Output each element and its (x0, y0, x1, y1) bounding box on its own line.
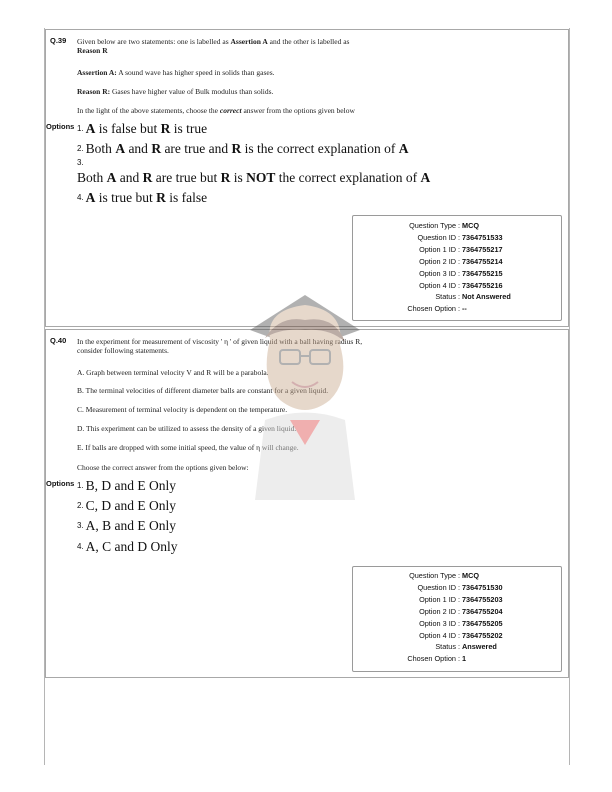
chosen-option-row: Chosen Option : -- (407, 304, 467, 314)
question-type-row: Question Type : MCQ (409, 571, 480, 580)
option-3[interactable]: 3. A, B and E Only (77, 518, 177, 533)
question-instruction: Choose the correct answer from the options given below: (77, 463, 249, 472)
question-info-panel (352, 215, 562, 321)
question-intro: In the experiment for measurement of viscosity ' η ' of given liquid with a ball having radius R, consider following statements. (77, 337, 363, 355)
option-4-id-row: Option 4 ID : 7364755216 (419, 280, 503, 290)
question-number: Q.40 (50, 336, 67, 345)
question-id-row: Question ID : 7364751533 (417, 232, 503, 242)
question-id-row: Question ID : 7364751530 (417, 582, 503, 592)
option-3[interactable]: Both A and R are true but R is NOT the correct explanation of A (77, 170, 431, 185)
statement-e: E. If balls are dropped with some initial speed, the value of η will change. (77, 443, 299, 452)
statement-d: D. This experiment can be utilized to assess the density of a given liquid. (77, 424, 297, 433)
option-1[interactable]: 1. A is false but R is true (77, 121, 208, 136)
question-type-row: Question Type : MCQ (409, 221, 480, 230)
question-info-panel (352, 566, 562, 672)
option-4-id-row: Option 4 ID : 7364755202 (419, 630, 503, 640)
option-2-id-row: Option 2 ID : 7364755214 (419, 256, 503, 266)
status-badge: Answered (462, 642, 497, 652)
statement-a: A. Graph between terminal velocity V and R will be a parabola. (77, 368, 269, 377)
question-number: Q.39 (50, 36, 67, 45)
statement-c: C. Measurement of terminal velocity is dependent on the temperature. (77, 405, 288, 414)
reason-statement: Reason R: Gases have higher value of Bulk modulus than solids. (77, 87, 274, 96)
option-3-id-row: Option 3 ID : 7364755205 (419, 618, 503, 628)
status-badge: Not Answered (462, 292, 511, 302)
assertion-statement: Assertion A: A sound wave has higher speed in solids than gases. (77, 68, 275, 77)
option-1-id-row: Option 1 ID : 7364755217 (419, 244, 503, 254)
option-2[interactable]: 2. C, D and E Only (77, 498, 177, 513)
option-1[interactable]: 1. B, D and E Only (77, 478, 177, 493)
statement-b: B. The terminal velocities of different diameter balls are constant for a given liquid. (77, 386, 329, 395)
option-3-id-row: Option 3 ID : 7364755215 (419, 268, 503, 278)
option-4[interactable]: 4. A, C and D Only (77, 539, 178, 554)
question-intro: Given below are two statements: one is labelled as Assertion A and the other is labelled as Reason R (77, 37, 350, 55)
option-3-number: 3. (77, 158, 84, 167)
option-2[interactable]: 2. Both A and R are true and R is the correct explanation of A (77, 141, 409, 156)
question-39-box (45, 29, 569, 327)
question-40-box (45, 329, 569, 678)
option-2-id-row: Option 2 ID : 7364755204 (419, 606, 503, 616)
question-instruction: In the light of the above statements, choose the correct answer from the options given below (77, 106, 355, 115)
status-row: Status : Answered (435, 642, 497, 652)
options-label: Options (46, 479, 75, 488)
options-label: Options (46, 122, 75, 131)
option-4[interactable]: 4. A is true but R is false (77, 190, 208, 205)
status-row: Status : Not Answered (435, 292, 511, 302)
option-1-id-row: Option 1 ID : 7364755203 (419, 594, 503, 604)
chosen-option-row: Chosen Option : 1 (407, 654, 467, 664)
